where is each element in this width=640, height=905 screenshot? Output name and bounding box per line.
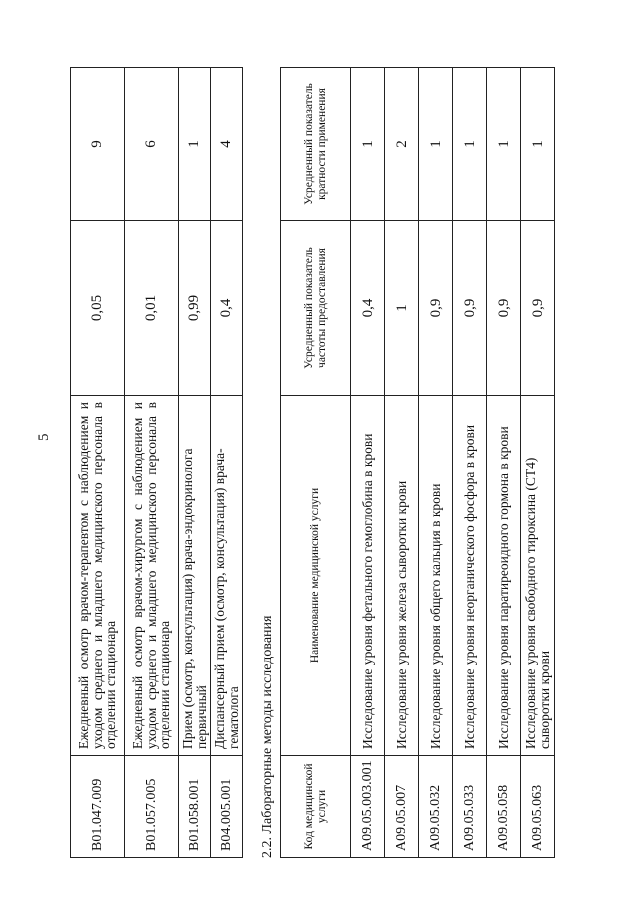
service-code: A09.05.003.001 [351,756,385,858]
multiplicity-value: 1 [179,68,211,221]
table-row [521,68,555,858]
multiplicity-value: 4 [211,68,243,221]
service-code: В04.005.001 [211,756,243,858]
service-name: Ежедневный осмотр врачом-хирургом с наблюдением и уходом среднего и младшего медицинского персонала в отделении стационара [125,396,179,756]
laboratory-methods-table [280,67,555,858]
service-code: A09.05.032 [419,756,453,858]
service-name: Исследование уровня паратиреоидного гормона в крови [487,396,521,756]
table-row [419,68,453,858]
service-name: Диспансерный прием (осмотр, консультация) врача-гематолога [211,396,243,756]
table-row [487,68,521,858]
multiplicity-value: 9 [71,68,125,221]
table-header-row [281,68,351,858]
column-header-multiplicity: Усредненный показатель кратности применения [281,68,351,221]
frequency-value: 0,01 [125,221,179,396]
multiplicity-value: 1 [521,68,555,221]
service-code: В01.047.009 [71,756,125,858]
service-name: Исследование уровня общего кальция в крови [419,396,453,756]
table-row [179,68,211,858]
service-code: В01.057.005 [125,756,179,858]
service-code: A09.05.063 [521,756,555,858]
service-name: Исследование уровня железа сыворотки крови [385,396,419,756]
frequency-value: 0,9 [521,221,555,396]
column-header-name: Наименование медицинской услуги [281,396,351,756]
frequency-value: 0,99 [179,221,211,396]
service-name: Исследование уровня неорганического фосфора в крови [453,396,487,756]
multiplicity-value: 1 [419,68,453,221]
multiplicity-value: 1 [487,68,521,221]
table-row [71,68,125,858]
service-name: Исследование уровня фетального гемоглобина в крови [351,396,385,756]
table-row [351,68,385,858]
service-code: A09.05.007 [385,756,419,858]
multiplicity-value: 6 [125,68,179,221]
table-row [125,68,179,858]
frequency-value: 0,4 [351,221,385,396]
page-number: 5 [36,433,52,441]
frequency-value: 0,05 [71,221,125,396]
frequency-value: 0,9 [487,221,521,396]
service-code: A09.05.058 [487,756,521,858]
service-code: A09.05.033 [453,756,487,858]
multiplicity-value: 2 [385,68,419,221]
services-table-continued [70,67,243,858]
section-title: 2.2. Лабораторные методы исследования [260,615,275,858]
frequency-value: 0,9 [453,221,487,396]
table-row [385,68,419,858]
multiplicity-value: 1 [453,68,487,221]
table-row [453,68,487,858]
service-code: В01.058.001 [179,756,211,858]
frequency-value: 1 [385,221,419,396]
column-header-frequency: Усредненный показатель частоты предоставления [281,221,351,396]
multiplicity-value: 1 [351,68,385,221]
frequency-value: 0,9 [419,221,453,396]
service-name: Исследование уровня свободного тироксина (СТ4) сыворотки крови [521,396,555,756]
rotated-content [70,68,552,858]
column-header-code: Код медицинской услуги [281,756,351,858]
table-row [211,68,243,858]
frequency-value: 0,4 [211,221,243,396]
service-name: Ежедневный осмотр врачом-терапевтом с наблюдением и уходом среднего и младшего медицинского персонала в отделении стационара [71,396,125,756]
service-name: Прием (осмотр, консультация) врача-эндокринолога первичный [179,396,211,756]
